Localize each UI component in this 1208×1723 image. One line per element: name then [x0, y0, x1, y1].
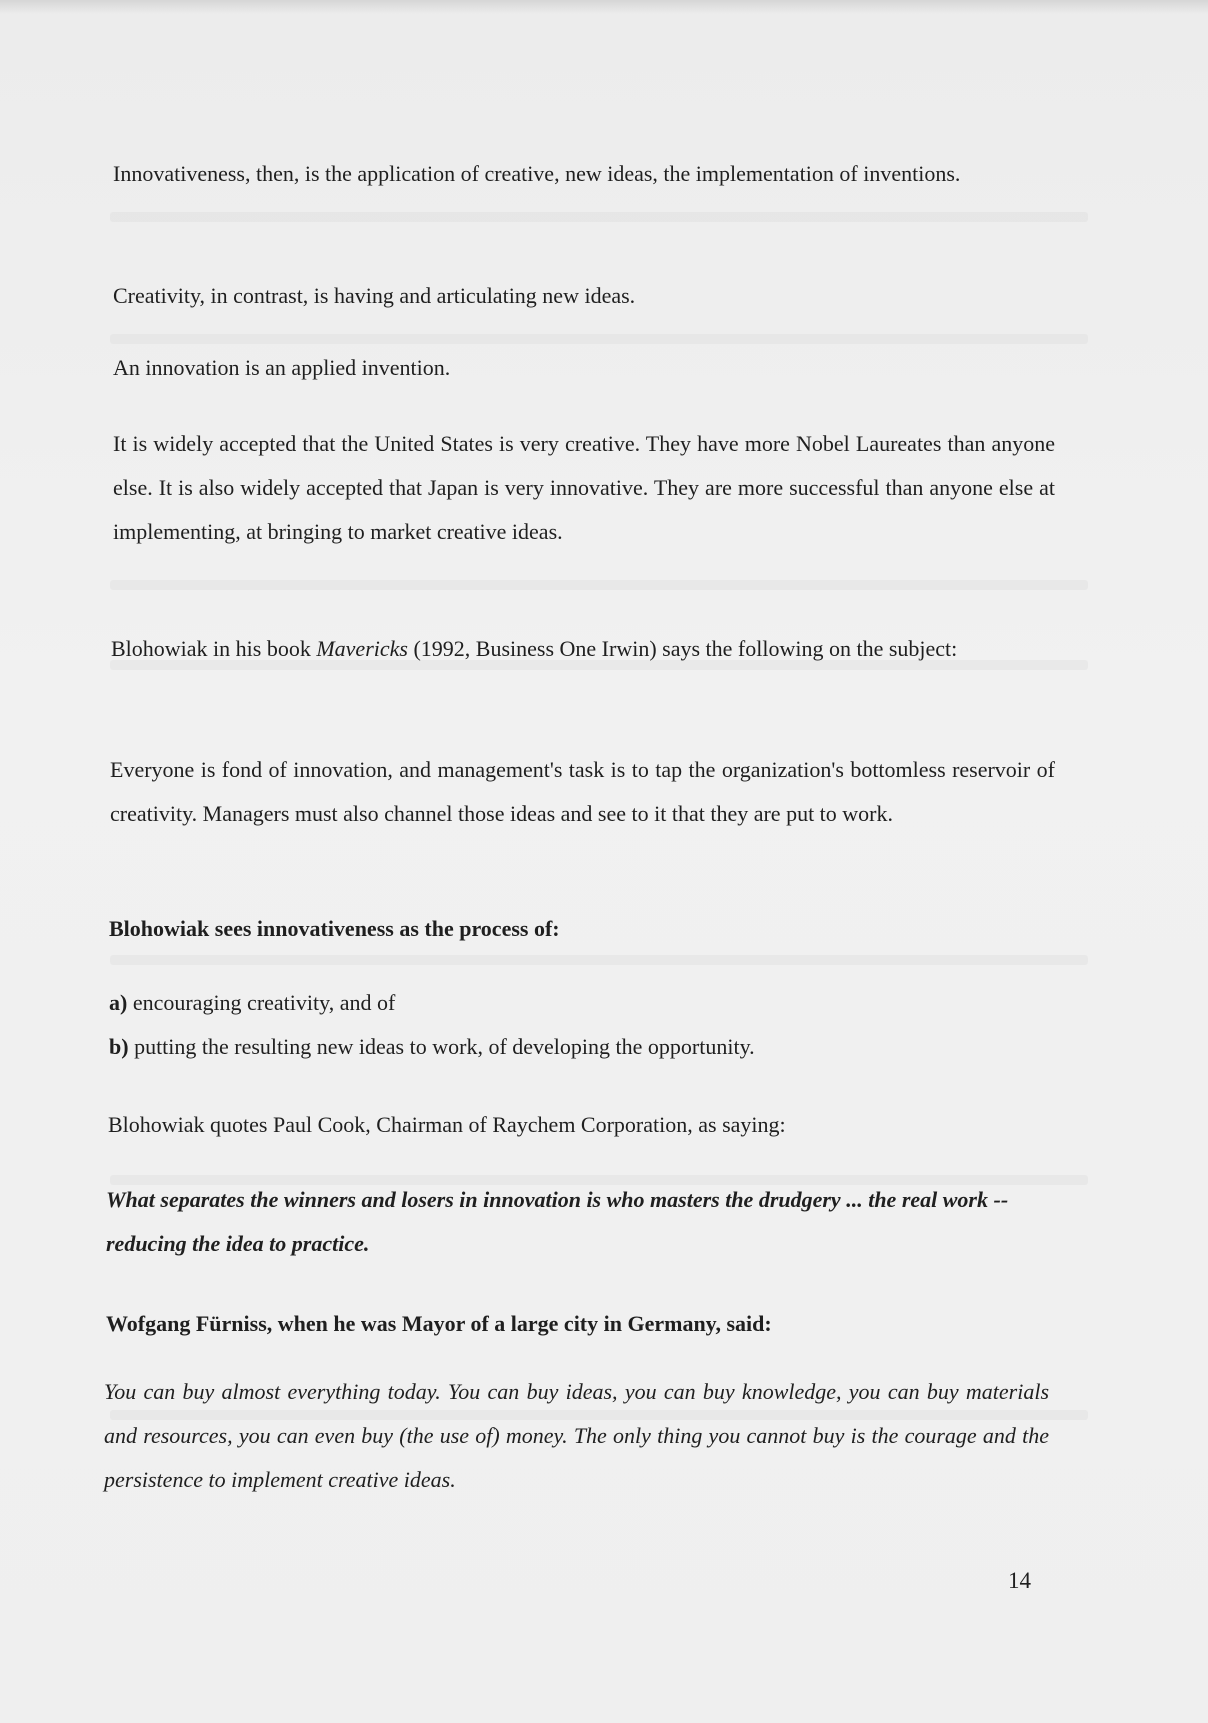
book-title: Mavericks: [316, 636, 408, 661]
book-citation-text: (1992, Business One Irwin) says the following on the subject:: [407, 636, 958, 661]
book-intro-text: Blohowiak in his book: [111, 636, 317, 661]
list-marker-b: b): [109, 1034, 129, 1059]
paragraph-innovativeness-definition: Innovativeness, then, is the application of creative, new ideas, the implementation of inventions.: [113, 161, 961, 186]
page-edge-shadow: [0, 0, 1208, 14]
page-number: 14: [1008, 1568, 1031, 1593]
list-item-b-text: putting the resulting new ideas to work, of developing the opportunity.: [128, 1034, 755, 1059]
paragraph-creativity-definition: Creativity, in contrast, is having and articulating new ideas.: [113, 283, 636, 308]
paragraph-paul-cook-intro: Blohowiak quotes Paul Cook, Chairman of Raychem Corporation, as saying:: [108, 1112, 786, 1137]
list-item-a: [109, 981, 1054, 1025]
bleed-through: [110, 580, 1088, 590]
quote-furniss: You can buy almost everything today. You can buy ideas, you can buy knowledge, you can buy materials and resources, you can even buy (the use of) money. The only thing you cannot buy is the courage and the persistence to implement creative ideas.: [104, 1379, 1049, 1492]
bleed-through: [110, 212, 1088, 222]
quote-everyone-fond-of-innovation: Everyone is fond of innovation, and management's task is to tap the organization's bottomless reservoir of creativity. Managers must also channel those ideas and see to it that they are put to work.: [110, 757, 1055, 826]
paragraph-blohowiak-book: [111, 627, 1055, 671]
list-item-a-text: encouraging creativity, and of: [127, 990, 396, 1015]
bleed-through: [110, 955, 1088, 965]
list-item-b: [109, 1025, 1054, 1069]
quote-paul-cook: What separates the winners and losers in innovation is who masters the drudgery ... the real work -- reducing the idea to practice.: [106, 1187, 1009, 1256]
heading-blohowiak-process: Blohowiak sees innovativeness as the process of:: [109, 916, 560, 941]
paragraph-us-japan: It is widely accepted that the United States is very creative. They have more Nobel Laureates than anyone else. It is also widely accepted that Japan is very innovative. They are more successful than anyone else at implementing, at bringing to market creative ideas.: [113, 431, 1055, 544]
heading-furniss-said: Wofgang Fürniss, when he was Mayor of a large city in Germany, said:: [106, 1311, 772, 1336]
paragraph-innovation-definition: An innovation is an applied invention.: [113, 355, 451, 380]
list-marker-a: a): [109, 990, 128, 1015]
bleed-through: [110, 334, 1088, 344]
